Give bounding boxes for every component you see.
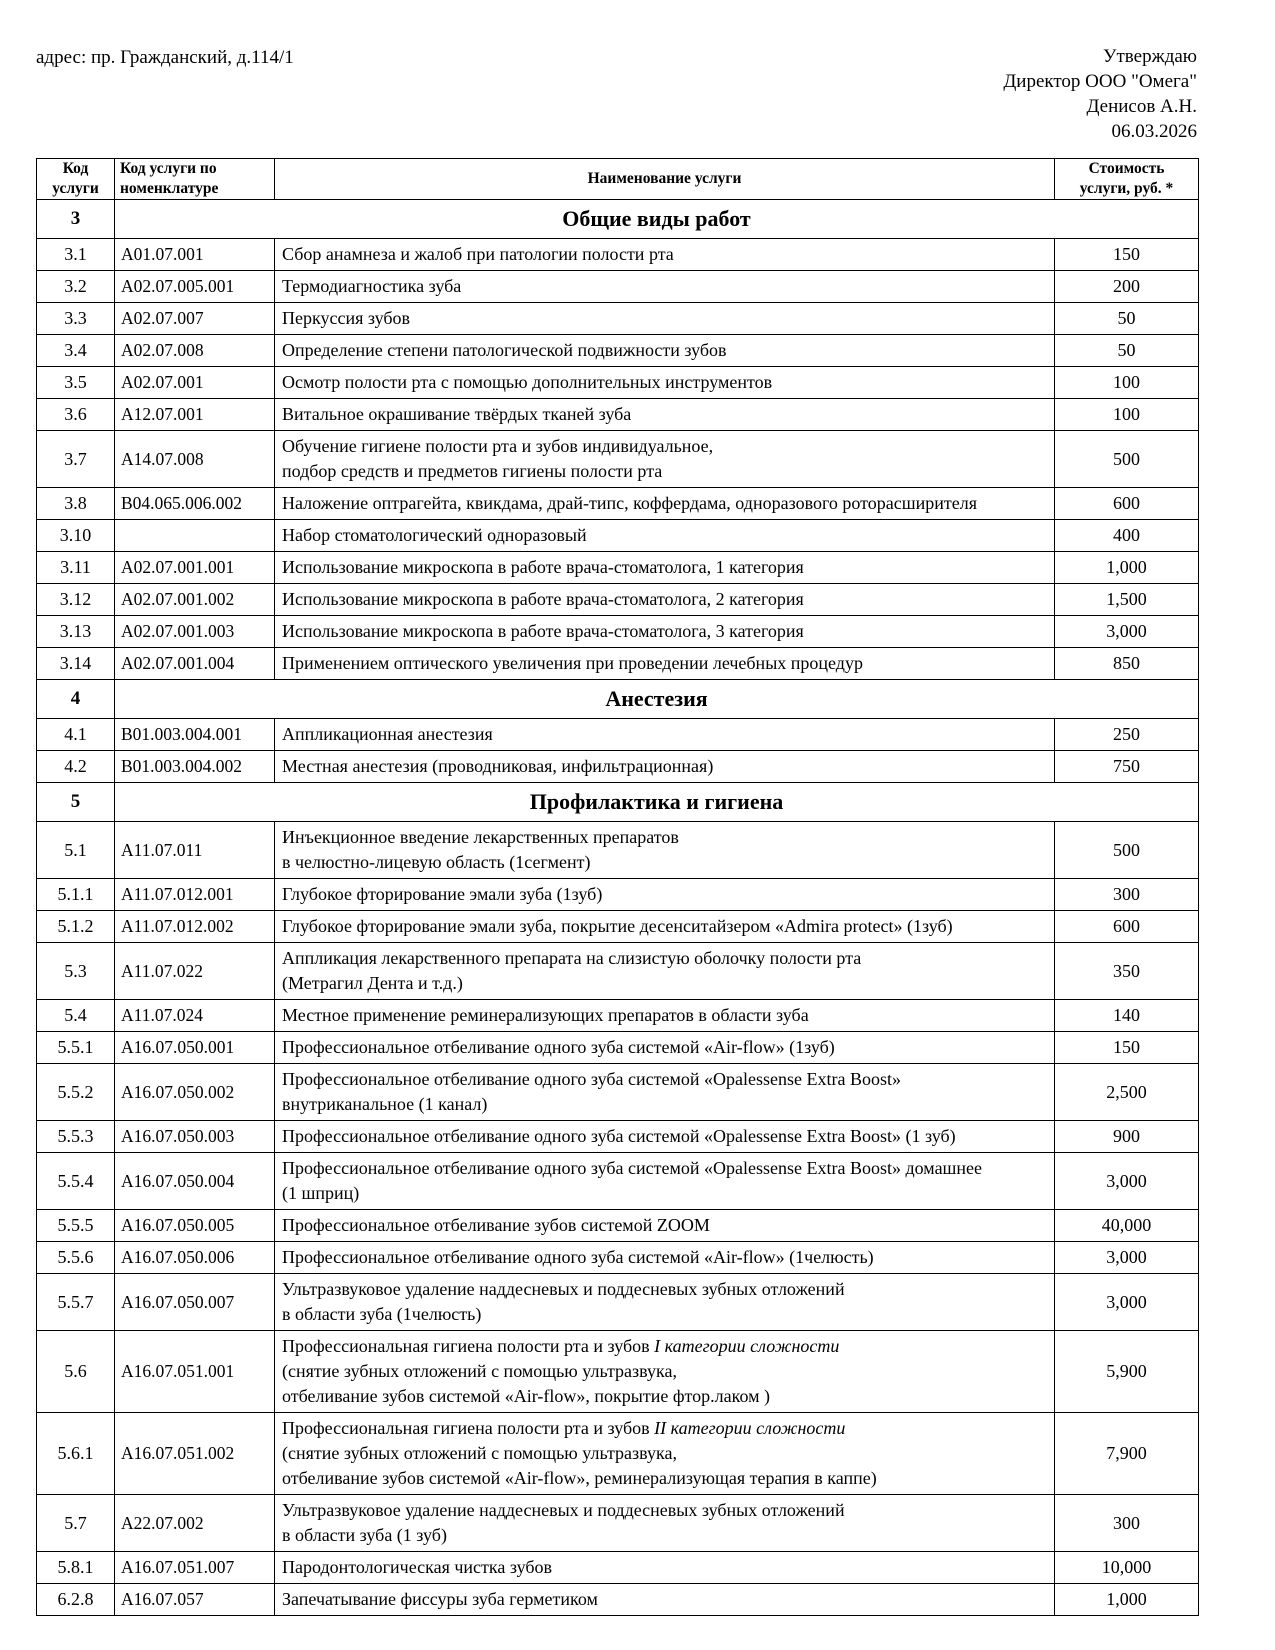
cell-service-name	[275, 367, 1055, 399]
document-header	[0, 40, 1275, 145]
table-row	[37, 1242, 1199, 1274]
cell-nomenclature-code: A02.07.001	[115, 367, 275, 399]
cell-nomenclature-code: A16.07.051.002	[115, 1413, 275, 1495]
cell-service-name	[275, 719, 1055, 751]
cell-service-code: 5.5.5	[37, 1210, 115, 1242]
cell-service-code: 5.5.4	[37, 1153, 115, 1210]
table-row	[37, 719, 1199, 751]
cell-service-name	[275, 1331, 1055, 1413]
cell-nomenclature-code: A16.07.050.006	[115, 1242, 275, 1274]
service-name-line: Сбор анамнеза и жалоб при патологии полости рта	[282, 244, 674, 264]
cell-service-code: 3.6	[37, 399, 115, 431]
cell-service-code: 5.1.2	[37, 911, 115, 943]
cell-price: 50	[1055, 303, 1199, 335]
service-name-line: Профессиональное отбеливание одного зуба системой «Air-flow» (1челюсть)	[282, 1247, 874, 1267]
table-row	[37, 399, 1199, 431]
cell-service-name	[275, 822, 1055, 879]
cell-service-name	[275, 239, 1055, 271]
service-name-line: (1 шприц)	[282, 1183, 360, 1203]
cell-service-name	[275, 520, 1055, 552]
approval-date: 06.03.2026	[1111, 121, 1197, 142]
cell-nomenclature-code: A02.07.005.001	[115, 271, 275, 303]
cell-service-code: 5.5.3	[37, 1121, 115, 1153]
cell-service-name	[275, 303, 1055, 335]
table-row	[37, 1121, 1199, 1153]
cell-service-name	[275, 1413, 1055, 1495]
cell-service-name	[275, 943, 1055, 1000]
service-name-line: Аппликация лекарственного препарата на слизистую оболочку полости рта	[282, 948, 862, 968]
service-name-line: в области зуба (1 зуб)	[282, 1525, 447, 1545]
table-row	[37, 1000, 1199, 1032]
table-row	[37, 303, 1199, 335]
cell-service-name	[275, 1000, 1055, 1032]
table-row	[37, 584, 1199, 616]
cell-nomenclature-code: A16.07.051.001	[115, 1331, 275, 1413]
approval-line-1: Утверждаю	[1103, 46, 1197, 67]
cell-service-name	[275, 1032, 1055, 1064]
cell-nomenclature-code: A16.07.051.007	[115, 1552, 275, 1584]
service-name-line: (снятие зубных отложений с помощью ультразвука,	[282, 1443, 677, 1463]
service-name-line: Ультразвуковое удаление наддесневых и поддесневых зубных отложений	[282, 1500, 845, 1520]
table-row	[37, 1495, 1199, 1552]
service-name-line: Наложение оптрагейта, квикдама, драй-типс, коффердама, одноразового роторасширителя	[282, 493, 977, 513]
cell-service-code: 4.2	[37, 751, 115, 783]
cell-nomenclature-code: A16.07.050.003	[115, 1121, 275, 1153]
cell-price: 400	[1055, 520, 1199, 552]
cell-price: 750	[1055, 751, 1199, 783]
table-row	[37, 1274, 1199, 1331]
table-row	[37, 1064, 1199, 1121]
cell-service-name	[275, 1584, 1055, 1616]
column-header-nomenclature-line1: Код услуги по	[120, 160, 217, 177]
section-header-row	[37, 783, 1199, 822]
cell-nomenclature-code: A02.07.001.003	[115, 616, 275, 648]
service-name-line: Пародонтологическая чистка зубов	[282, 1557, 553, 1577]
cell-service-name	[275, 1121, 1055, 1153]
service-name-line: отбеливание зубов системой «Air-flow», покрытие фтор.лаком )	[282, 1386, 771, 1406]
cell-service-code: 5.4	[37, 1000, 115, 1032]
cell-service-name	[275, 271, 1055, 303]
cell-nomenclature-code: A02.07.007	[115, 303, 275, 335]
service-name-line: отбеливание зубов системой «Air-flow», реминерализующая терапия в каппе)	[282, 1468, 877, 1488]
table-header-row	[37, 159, 1199, 200]
column-header-price	[1055, 159, 1199, 200]
cell-nomenclature-code: A14.07.008	[115, 431, 275, 488]
cell-service-code: 5.1	[37, 822, 115, 879]
cell-price: 350	[1055, 943, 1199, 1000]
cell-service-name	[275, 1274, 1055, 1331]
cell-price: 40,000	[1055, 1210, 1199, 1242]
service-name-line: в челюстно-лицевую область (1сегмент)	[282, 852, 591, 872]
service-name-line: Ультразвуковое удаление наддесневых и поддесневых зубных отложений	[282, 1279, 845, 1299]
cell-price: 600	[1055, 911, 1199, 943]
cell-service-name	[275, 648, 1055, 680]
cell-nomenclature-code: A16.07.050.002	[115, 1064, 275, 1121]
cell-price: 3,000	[1055, 1274, 1199, 1331]
cell-price: 900	[1055, 1121, 1199, 1153]
table-row	[37, 943, 1199, 1000]
cell-price: 1,000	[1055, 552, 1199, 584]
cell-service-name	[275, 751, 1055, 783]
cell-nomenclature-code: A16.07.057	[115, 1584, 275, 1616]
cell-nomenclature-code: A02.07.001.001	[115, 552, 275, 584]
cell-price: 150	[1055, 1032, 1199, 1064]
column-header-price-line1: Стоимость	[1088, 160, 1165, 177]
service-name-line: Применением оптического увеличения при проведении лечебных процедур	[282, 653, 863, 673]
cell-nomenclature-code: A11.07.024	[115, 1000, 275, 1032]
table-row	[37, 552, 1199, 584]
table-row	[37, 271, 1199, 303]
cell-nomenclature-code: A02.07.001.004	[115, 648, 275, 680]
cell-service-code: 3.11	[37, 552, 115, 584]
cell-service-name	[275, 1153, 1055, 1210]
cell-nomenclature-code: A01.07.001	[115, 239, 275, 271]
service-name-line: в области зуба (1челюсть)	[282, 1304, 482, 1324]
cell-service-name	[275, 488, 1055, 520]
cell-nomenclature-code: A16.07.050.005	[115, 1210, 275, 1242]
service-name-line: Аппликационная анестезия	[282, 724, 493, 744]
cell-service-code: 3.1	[37, 239, 115, 271]
cell-price: 850	[1055, 648, 1199, 680]
cell-service-code: 5.5.7	[37, 1274, 115, 1331]
cell-service-code: 4.1	[37, 719, 115, 751]
cell-service-name	[275, 1064, 1055, 1121]
service-name-line: Перкуссия зубов	[282, 308, 411, 328]
cell-service-code: 5.5.2	[37, 1064, 115, 1121]
cell-service-code: 3.3	[37, 303, 115, 335]
service-name-line: (Метрагил Дента и т.д.)	[282, 973, 463, 993]
table-row	[37, 520, 1199, 552]
service-name-line: Глубокое фторирование эмали зуба, покрытие десенситайзером «Admira protect» (1зуб)	[282, 916, 953, 936]
service-name-line: Витальное окрашивание твёрдых тканей зуба	[282, 404, 632, 424]
table-row	[37, 648, 1199, 680]
cell-price: 50	[1055, 335, 1199, 367]
cell-nomenclature-code: A02.07.001.002	[115, 584, 275, 616]
cell-service-name	[275, 1210, 1055, 1242]
cell-service-code: 5.5.6	[37, 1242, 115, 1274]
service-name-line: Использование микроскопа в работе врача-стоматолога, 2 категория	[282, 589, 804, 609]
cell-service-name	[275, 1495, 1055, 1552]
cell-price: 3,000	[1055, 616, 1199, 648]
cell-price: 300	[1055, 1495, 1199, 1552]
table-row	[37, 1584, 1199, 1616]
service-name-line: Использование микроскопа в работе врача-стоматолога, 3 категория	[282, 621, 804, 641]
cell-service-code: 3.12	[37, 584, 115, 616]
cell-service-name	[275, 584, 1055, 616]
cell-service-code: 5.7	[37, 1495, 115, 1552]
price-list-table	[36, 158, 1199, 1616]
cell-price: 3,000	[1055, 1242, 1199, 1274]
table-row	[37, 335, 1199, 367]
service-name-line: Местное применение реминерализующих препаратов в области зуба	[282, 1005, 809, 1025]
table-head	[37, 159, 1199, 200]
cell-service-code: 5.6	[37, 1331, 115, 1413]
cell-price: 200	[1055, 271, 1199, 303]
table-row	[37, 1331, 1199, 1413]
cell-service-code: 3.5	[37, 367, 115, 399]
table-row	[37, 367, 1199, 399]
service-name-line: Обучение гигиене полости рта и зубов индивидуальное,	[282, 436, 714, 456]
approval-line-3: Денисов А.Н.	[1086, 96, 1197, 117]
service-name-line: Профессиональное отбеливание одного зуба системой «Opalessense Extra Boost» (1 зуб)	[282, 1126, 956, 1146]
column-header-nomenclature-line2: номенклатуре	[120, 180, 219, 197]
cell-nomenclature-code: B01.003.004.001	[115, 719, 275, 751]
service-name-line: Профессиональное отбеливание одного зуба системой «Air-flow» (1зуб)	[282, 1037, 835, 1057]
service-name-line: внутриканальное (1 канал)	[282, 1094, 488, 1114]
column-header-service-code-line1: Код	[62, 160, 89, 177]
table-row	[37, 879, 1199, 911]
cell-price: 100	[1055, 367, 1199, 399]
cell-service-name	[275, 552, 1055, 584]
cell-price: 10,000	[1055, 1552, 1199, 1584]
service-name-line: Профессиональное отбеливание одного зуба системой «Opalessense Extra Boost» домашнее	[282, 1158, 983, 1178]
cell-service-code: 3.13	[37, 616, 115, 648]
service-name-line: Инъекционное введение лекарственных препаратов	[282, 827, 679, 847]
column-header-service-code-line2: услуги	[52, 180, 99, 197]
cell-service-code: 3.4	[37, 335, 115, 367]
approval-block	[1003, 44, 1197, 144]
cell-service-name	[275, 1552, 1055, 1584]
cell-service-name	[275, 399, 1055, 431]
table-row	[37, 1153, 1199, 1210]
cell-service-name	[275, 616, 1055, 648]
cell-nomenclature-code: A11.07.012.001	[115, 879, 275, 911]
cell-price: 3,000	[1055, 1153, 1199, 1210]
section-number: 3	[37, 200, 115, 239]
cell-price: 600	[1055, 488, 1199, 520]
service-name-line: Глубокое фторирование эмали зуба (1зуб)	[282, 884, 603, 904]
cell-service-code: 5.1.1	[37, 879, 115, 911]
service-name-line: Профессиональное отбеливание одного зуба системой «Opalessense Extra Boost»	[282, 1069, 901, 1089]
cell-service-code: 5.8.1	[37, 1552, 115, 1584]
table-row	[37, 1210, 1199, 1242]
service-name-line: Определение степени патологической подвижности зубов	[282, 340, 727, 360]
clinic-address: адрес: пр. Гражданский, д.114/1	[36, 47, 294, 68]
section-number: 5	[37, 783, 115, 822]
service-name-line: (снятие зубных отложений с помощью ультразвука,	[282, 1361, 677, 1381]
table-row	[37, 1413, 1199, 1495]
cell-service-code: 3.8	[37, 488, 115, 520]
cell-service-name	[275, 879, 1055, 911]
cell-nomenclature-code	[115, 520, 275, 552]
table-row	[37, 822, 1199, 879]
cell-service-name	[275, 335, 1055, 367]
table-row	[37, 616, 1199, 648]
service-name-line: Осмотр полости рта с помощью дополнительных инструментов	[282, 372, 773, 392]
approval-line-2: Директор ООО "Омега"	[1003, 71, 1197, 92]
section-header-row	[37, 680, 1199, 719]
cell-nomenclature-code: A16.07.050.007	[115, 1274, 275, 1331]
table-row	[37, 488, 1199, 520]
cell-price: 100	[1055, 399, 1199, 431]
cell-service-code: 3.2	[37, 271, 115, 303]
cell-service-code: 6.2.8	[37, 1584, 115, 1616]
cell-nomenclature-code: A11.07.011	[115, 822, 275, 879]
cell-service-code: 3.10	[37, 520, 115, 552]
cell-service-code: 5.5.1	[37, 1032, 115, 1064]
cell-nomenclature-code: A11.07.022	[115, 943, 275, 1000]
cell-price: 1,500	[1055, 584, 1199, 616]
cell-nomenclature-code: A16.07.050.001	[115, 1032, 275, 1064]
cell-price: 5,900	[1055, 1331, 1199, 1413]
service-name-line: Термодиагностика зуба	[282, 276, 462, 296]
section-title: Профилактика и гигиена	[115, 783, 1199, 822]
service-name-line: подбор средств и предметов гигиены полости рта	[282, 461, 663, 481]
cell-service-name	[275, 1242, 1055, 1274]
table-row	[37, 751, 1199, 783]
cell-nomenclature-code: A11.07.012.002	[115, 911, 275, 943]
table-row	[37, 431, 1199, 488]
table-row	[37, 1032, 1199, 1064]
service-name-line: Местная анестезия (проводниковая, инфильтрационная)	[282, 756, 714, 776]
cell-price: 140	[1055, 1000, 1199, 1032]
cell-nomenclature-code: B04.065.006.002	[115, 488, 275, 520]
cell-price: 1,000	[1055, 1584, 1199, 1616]
service-name-line: Использование микроскопа в работе врача-стоматолога, 1 категория	[282, 557, 804, 577]
cell-price: 250	[1055, 719, 1199, 751]
service-name-line: Профессиональная гигиена полости рта и зубов I категории сложности	[282, 1336, 840, 1356]
section-header-row	[37, 200, 1199, 239]
cell-nomenclature-code: B01.003.004.002	[115, 751, 275, 783]
cell-service-code: 3.7	[37, 431, 115, 488]
table-body	[37, 200, 1199, 1616]
column-header-service-code	[37, 159, 115, 200]
table-row	[37, 239, 1199, 271]
cell-price: 500	[1055, 431, 1199, 488]
cell-price: 300	[1055, 879, 1199, 911]
cell-nomenclature-code: A16.07.050.004	[115, 1153, 275, 1210]
cell-nomenclature-code: A12.07.001	[115, 399, 275, 431]
column-header-service-name: Наименование услуги	[275, 159, 1055, 200]
cell-service-code: 3.14	[37, 648, 115, 680]
section-number: 4	[37, 680, 115, 719]
column-header-nomenclature-code	[115, 159, 275, 200]
cell-price: 150	[1055, 239, 1199, 271]
table-row	[37, 1552, 1199, 1584]
cell-price: 7,900	[1055, 1413, 1199, 1495]
column-header-price-line2: услуги, руб. *	[1079, 180, 1174, 197]
section-title: Анестезия	[115, 680, 1199, 719]
service-name-line: Профессиональная гигиена полости рта и зубов II категории сложности	[282, 1418, 846, 1438]
cell-nomenclature-code: A22.07.002	[115, 1495, 275, 1552]
cell-nomenclature-code: A02.07.008	[115, 335, 275, 367]
cell-price: 2,500	[1055, 1064, 1199, 1121]
section-title: Общие виды работ	[115, 200, 1199, 239]
service-name-line: Профессиональное отбеливание зубов системой ZOOM	[282, 1215, 710, 1235]
cell-service-name	[275, 431, 1055, 488]
table-row	[37, 911, 1199, 943]
service-name-line: Набор стоматологический одноразовый	[282, 525, 587, 545]
cell-service-name	[275, 911, 1055, 943]
service-name-line: Запечатывание фиссуры зуба герметиком	[282, 1589, 598, 1609]
cell-service-code: 5.6.1	[37, 1413, 115, 1495]
cell-price: 500	[1055, 822, 1199, 879]
cell-service-code: 5.3	[37, 943, 115, 1000]
